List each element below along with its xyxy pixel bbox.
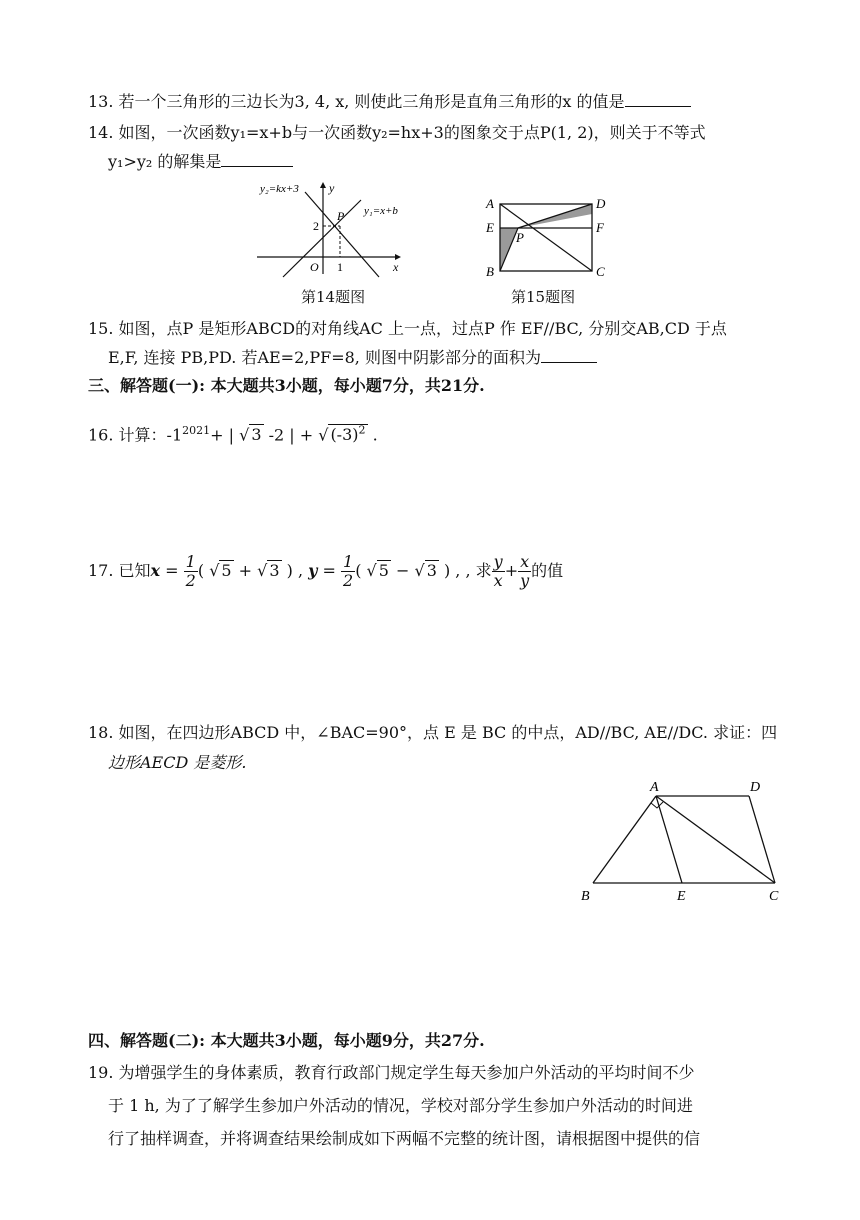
question-16-prefix: 16. 计算： — [88, 425, 167, 445]
fraction-half: $\frac{1}{2}$ — [185, 552, 196, 590]
label-p: P — [337, 209, 345, 223]
label-d: D — [750, 780, 761, 795]
answer-blank-15[interactable] — [541, 346, 597, 363]
question-16-abs-close: -2 | + — [263, 425, 319, 445]
label-f: F — [596, 220, 604, 235]
question-15-line-1: 15. 如图，点P 是矩形ABCD的对角线AC 上一点，过点P 作 EF//BC, 分别交AB,CD 于点 — [88, 319, 727, 338]
label-a: A — [486, 196, 494, 211]
sqrt-symbol: √ — [366, 561, 377, 580]
sqrt-symbol: √ — [414, 561, 425, 580]
paren-close: ) , — [438, 561, 466, 580]
question-16-term: -1 — [166, 425, 183, 445]
question-17-tail: 的值 — [531, 561, 564, 580]
figure-14-caption: 第14题图 — [301, 288, 366, 306]
ask: , 求 — [465, 561, 492, 580]
answer-blank-14[interactable] — [221, 150, 293, 167]
paren-close: ) , — [281, 561, 309, 580]
question-16-square: 2 — [358, 424, 366, 437]
question-17-prefix: 17. 已知 — [88, 561, 151, 580]
question-16-radical — [328, 424, 367, 444]
plus: + — [233, 561, 258, 580]
equals: = — [317, 561, 342, 580]
question-18-line-2: 边形AECD 是菱形. — [108, 753, 247, 772]
var-x: x — [150, 561, 161, 580]
label-p: P — [516, 230, 524, 245]
label-x-axis: x — [393, 260, 399, 274]
minus: − — [390, 561, 415, 580]
label-b: B — [486, 264, 494, 279]
label-c: C — [596, 264, 605, 279]
figure-15-rectangle — [478, 192, 628, 280]
question-18-line-1: 18. 如图，在四边形ABCD 中，∠BAC=90°，点 E 是 BC 的中点，AD//BC, AE//DC. 求证：四 — [88, 723, 778, 742]
figure-14-graph — [255, 178, 405, 278]
question-13 — [88, 90, 691, 113]
question-13-text: 13. 若一个三角形的三边长为3, 4, x, 则使此三角形是直角三角形的x 的值是 — [88, 92, 625, 111]
label-origin: O — [310, 260, 319, 274]
label-d: D — [596, 196, 606, 211]
label-c: C — [769, 889, 779, 904]
radicand-5: 5 — [221, 561, 232, 580]
question-19-line-1: 19. 为增强学生的身体素质，教育行政部门规定学生每天参加户外活动的平均时间不少 — [88, 1063, 695, 1082]
sqrt-symbol: √ — [257, 561, 268, 580]
radicand-3: 3 — [426, 561, 437, 580]
question-16-radical-base: (-3) — [330, 425, 359, 445]
question-17 — [88, 552, 563, 590]
label-y2: y₂=kx+3 — [260, 183, 299, 195]
question-14-line-1: 14. 如图，一次函数y₁=x+b与一次函数y₂=hx+3的图象交于点P(1, 2)，则关于不等式 — [88, 123, 706, 142]
fraction-y-over-x: $\frac{y}{x}$ — [493, 552, 503, 590]
radicand-3: 3 — [269, 561, 280, 580]
section-3-title: 三、解答题(一): 本大题共3小题，每小题7分，共21分. — [88, 376, 485, 395]
label-e: E — [486, 220, 494, 235]
label-2: 2 — [313, 219, 319, 233]
fraction-half: $\frac{1}{2}$ — [343, 552, 354, 590]
question-14-inequality: y₁>y₂ 的解集是 — [108, 152, 222, 171]
label-y-axis: y — [329, 181, 335, 195]
radicand-5: 5 — [378, 561, 389, 580]
plus: + — [504, 561, 519, 580]
sqrt-symbol: √ — [239, 425, 250, 445]
question-19-line-3: 行了抽样调查，并将调查结果绘制成如下两幅不完整的统计图，请根据图中提供的信 — [108, 1129, 701, 1148]
question-16-exponent: 2021 — [182, 424, 211, 437]
question-16-abs-open: + | — [210, 425, 240, 445]
label-1: 1 — [337, 260, 343, 274]
question-16 — [88, 420, 378, 446]
question-16-end: . — [367, 425, 378, 445]
question-16-radicand: 3 — [251, 425, 262, 445]
paren-open: ( — [197, 561, 210, 580]
label-e: E — [677, 889, 686, 904]
paren-open: ( — [355, 561, 367, 580]
section-4-title: 四、解答题(二): 本大题共3小题，每小题9分，共27分. — [88, 1031, 485, 1050]
question-14-line-2 — [108, 150, 293, 173]
question-19-line-2: 于 1 h, 为了了解学生参加户外活动的情况，学校对部分学生参加户外活动的时间进 — [108, 1096, 693, 1115]
label-a: A — [650, 780, 659, 795]
sqrt-symbol: √ — [318, 425, 329, 445]
figure-15-caption: 第15题图 — [511, 288, 576, 306]
equals: = — [160, 561, 184, 580]
question-15-line-2 — [108, 346, 597, 369]
sqrt-symbol: √ — [209, 561, 220, 580]
var-y: y — [308, 561, 318, 580]
answer-blank-13[interactable] — [625, 90, 691, 107]
label-b: B — [581, 889, 590, 904]
figure-18-quadrilateral — [576, 776, 786, 906]
question-15-condition: E,F, 连接 PB,PD. 若AE=2,PF=8, 则图中阴影部分的面积为 — [108, 348, 541, 367]
label-y1: y₁=x+b — [364, 205, 398, 217]
fraction-x-over-y: $\frac{x}{y}$ — [520, 552, 530, 590]
